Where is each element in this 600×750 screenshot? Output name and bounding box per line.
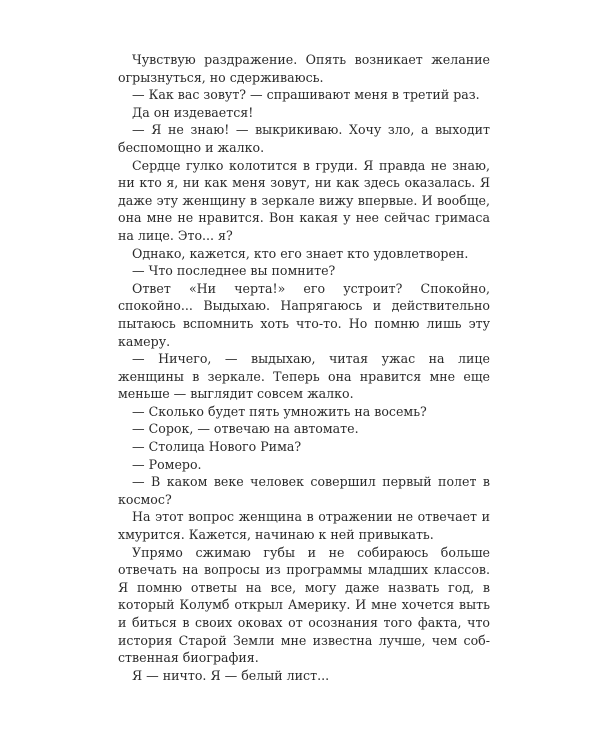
paragraph: — Я не знаю! — выкрикиваю. Хочу зло, а выходит беспомощно и жалко. xyxy=(118,122,490,155)
paragraph: Упрямо сжимаю губы и не собираюсь больше отвечать на вопросы из программы младших классов. Я помню ответы на все, могу даже назвать год, в который Колумб открыл Америку. И мне хочется выть и биться в своих оковах от осознания того факта, что история Старой Земли мне известна лучше, чем собственная биография. xyxy=(118,544,490,666)
paragraph: Однако, кажется, кто его знает кто удовлетворен. xyxy=(132,245,469,261)
paragraph: — Сорок, — отвечаю на автомате. xyxy=(132,421,359,437)
body-text xyxy=(118,51,490,684)
paragraph: Сердце гулко колотится в груди. Я правда не знаю, ни кто я, ни как меня зовут, ни как здесь оказалась. Я даже эту женщину в зеркале вижу впервые. И вообще, она мне не нравится. Вон какая у нее сейчас гримаса на лице. Это... я? xyxy=(118,157,490,243)
paragraph: — Столица Нового Рима? xyxy=(132,439,302,455)
paragraph: На этот вопрос женщина в отражении не отвечает и хмурится. Кажется, начинаю к ней привыкать. xyxy=(118,509,490,543)
paragraph: — Ромеро. xyxy=(132,456,202,472)
paragraph: — В каком веке человек совершил первый полет в космос? xyxy=(118,474,490,507)
paragraph: — Сколько будет пять умножить на восемь? xyxy=(132,403,427,419)
paragraph: Чувствую раздражение. Опять возникает желание огрызнуться, но сдерживаюсь. xyxy=(118,52,490,85)
paragraph: Да он издевается! xyxy=(132,104,254,120)
paragraph: — Ничего, — выдыхаю, читая ужас на лице женщины в зеркале. Теперь она нравится мне еще меньше — выглядит совсем жалко. xyxy=(118,351,490,402)
paragraph: Ответ «Ни черта!» его устроит? Спокойно, спокойно... Выдыхаю. Напрягаюсь и действительно пытаюсь вспомнить хоть что-то. Но помню лишь эту камеру. xyxy=(118,280,490,349)
paragraph: — Как вас зовут? — спрашивают меня в третий раз. xyxy=(132,87,480,103)
paragraph: Я — ничто. Я — белый лист... xyxy=(132,667,330,683)
paragraph: — Что последнее вы помните? xyxy=(132,263,336,279)
